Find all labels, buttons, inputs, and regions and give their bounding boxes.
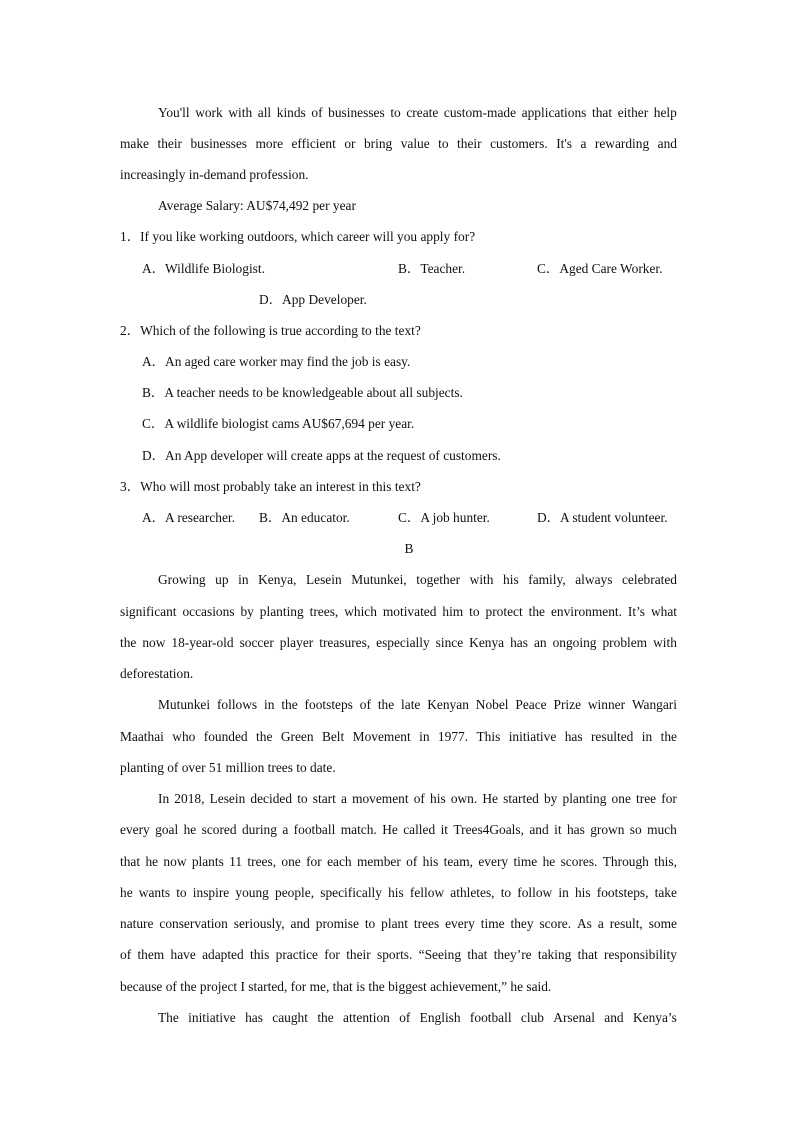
- word: taking: [537, 947, 572, 962]
- word: occasions: [182, 604, 235, 619]
- word: the: [660, 729, 677, 744]
- word: specifically: [320, 885, 382, 900]
- option-d: D．App Developer.: [259, 292, 367, 307]
- word: the: [120, 635, 137, 650]
- word: that: [592, 105, 613, 120]
- option-d: D．An App developer will create apps at the request of customers.: [142, 448, 501, 463]
- word: attention: [343, 1010, 390, 1025]
- word: rewarding: [594, 136, 650, 151]
- word: and: [290, 916, 310, 931]
- word: motivated: [382, 604, 437, 619]
- word: seriously,: [233, 916, 285, 931]
- word: Wangari: [631, 697, 677, 712]
- question-stem: 3．Who will most probably take an interest in this text?: [120, 479, 421, 494]
- paragraph-line: planting of over 51 million trees to date.: [120, 760, 336, 775]
- word: winner: [587, 697, 626, 712]
- word: problem: [602, 635, 648, 650]
- word: create: [406, 105, 439, 120]
- paragraph-line: [158, 104, 677, 122]
- word: match.: [340, 822, 377, 837]
- option-a: A．Wildlife Biologist.: [142, 261, 265, 276]
- word: a: [580, 136, 587, 151]
- option-c: C．A wildlife biologist cams AU$67,694 per year.: [142, 416, 415, 431]
- word: their: [457, 136, 482, 151]
- word: He: [382, 822, 398, 837]
- word: Lesein: [305, 572, 342, 587]
- word: to: [390, 105, 401, 120]
- option-b: B．An educator.: [259, 510, 350, 525]
- word: goal: [155, 822, 179, 837]
- paragraph-line: [120, 946, 677, 964]
- word: for: [306, 854, 322, 869]
- word: either: [617, 105, 649, 120]
- word: a: [282, 822, 289, 837]
- word: It's: [556, 136, 572, 151]
- word: this: [249, 947, 270, 962]
- word: decided: [250, 791, 293, 806]
- word: more: [255, 136, 284, 151]
- word: Trees4Goals,: [453, 822, 524, 837]
- word: and: [604, 1010, 624, 1025]
- word: Kenya,: [258, 572, 297, 587]
- word: of: [120, 947, 132, 962]
- paragraph-line: [158, 571, 677, 589]
- word: they: [510, 916, 534, 931]
- word: start: [312, 791, 336, 806]
- word: Growing: [158, 572, 206, 587]
- question-stem: 2．Which of the following is true according to the text?: [120, 323, 421, 338]
- word: initiative: [188, 1010, 236, 1025]
- paragraph-line: [120, 634, 677, 652]
- word: Kenya: [469, 635, 505, 650]
- paragraph-line: [120, 884, 677, 902]
- word: bring: [363, 136, 393, 151]
- word: his: [430, 791, 446, 806]
- word: Green: [280, 729, 314, 744]
- word: his: [503, 572, 519, 587]
- word: Belt: [321, 729, 345, 744]
- word: scores.: [560, 854, 598, 869]
- word: to: [500, 885, 512, 900]
- word: Mutunkei,: [351, 572, 407, 587]
- word: You'll: [158, 105, 190, 120]
- option-b: B．Teacher.: [398, 261, 466, 276]
- word: every: [445, 916, 475, 931]
- word: help: [653, 105, 677, 120]
- word: people,: [275, 885, 315, 900]
- word: trees: [413, 916, 440, 931]
- word: family,: [528, 572, 566, 587]
- word: take: [654, 885, 677, 900]
- word: or: [344, 136, 356, 151]
- word: Mutunkei: [158, 697, 211, 712]
- word: each: [327, 854, 352, 869]
- word: club: [520, 1010, 544, 1025]
- word: sports.: [377, 947, 413, 962]
- word: has: [245, 1010, 263, 1025]
- word: This: [476, 729, 501, 744]
- word: by: [240, 604, 254, 619]
- word: follow: [517, 885, 553, 900]
- word: and: [657, 136, 677, 151]
- option-c: C．A job hunter.: [398, 510, 490, 525]
- word: every: [120, 822, 150, 837]
- question-stem: 1．If you like working outdoors, which career will you apply for?: [120, 229, 476, 244]
- word: together: [416, 572, 461, 587]
- word: In: [158, 791, 170, 806]
- word: now: [142, 635, 166, 650]
- word: which: [344, 604, 377, 619]
- word: tree: [636, 791, 657, 806]
- word: inspire: [192, 885, 230, 900]
- word: own.: [450, 791, 478, 806]
- word: the: [317, 1010, 334, 1025]
- word: by: [543, 791, 558, 806]
- word: promise: [315, 916, 359, 931]
- word: environment.: [550, 604, 622, 619]
- word: responsibility: [604, 947, 677, 962]
- salary-line: Average Salary: AU$74,492 per year: [158, 198, 356, 213]
- word: to: [176, 885, 187, 900]
- word: As: [577, 916, 592, 931]
- word: Through: [602, 854, 649, 869]
- word: started: [503, 791, 539, 806]
- word: plant: [381, 916, 408, 931]
- word: much: [647, 822, 677, 837]
- paragraph-line: increasingly in-demand profession.: [120, 167, 309, 182]
- word: now: [163, 854, 187, 869]
- word: for: [324, 947, 340, 962]
- word: Nobel: [475, 697, 509, 712]
- word: to: [297, 791, 308, 806]
- word: practice: [275, 947, 318, 962]
- word: his: [422, 854, 439, 869]
- word: young: [235, 885, 269, 900]
- option-b: B．A teacher needs to be knowledgeable about all subjects.: [142, 385, 463, 400]
- word: work: [195, 105, 223, 120]
- word: in: [419, 729, 430, 744]
- word: conservation: [159, 916, 228, 931]
- word: during: [241, 822, 277, 837]
- word: It’s: [627, 604, 646, 619]
- paragraph-line: [158, 790, 677, 808]
- word: this,: [654, 854, 677, 869]
- word: The: [158, 1010, 179, 1025]
- word: every: [478, 854, 509, 869]
- word: celebrated: [621, 572, 677, 587]
- word: businesses: [328, 105, 385, 120]
- word: player: [279, 635, 314, 650]
- word: plants: [191, 854, 224, 869]
- word: treasures,: [319, 635, 371, 650]
- word: Peace: [515, 697, 547, 712]
- word: called: [403, 822, 436, 837]
- word: English: [419, 1010, 461, 1025]
- word: he: [183, 822, 197, 837]
- word: his: [388, 885, 404, 900]
- word: and: [529, 822, 549, 837]
- word: ongoing: [552, 635, 597, 650]
- word: with: [653, 635, 677, 650]
- word: planting: [562, 791, 607, 806]
- word: them: [137, 947, 165, 962]
- word: follows: [216, 697, 258, 712]
- word: that: [120, 854, 141, 869]
- word: his: [574, 885, 591, 900]
- paragraph-line: [120, 135, 677, 153]
- word: football: [293, 822, 336, 837]
- word: a: [340, 791, 347, 806]
- word: adapted: [202, 947, 244, 962]
- word: He: [482, 791, 498, 806]
- paragraph-line: deforestation.: [120, 666, 194, 681]
- word: trees,: [247, 854, 277, 869]
- word: in: [238, 572, 249, 587]
- word: with: [469, 572, 494, 587]
- word: soccer: [239, 635, 274, 650]
- option-d: D．A student volunteer.: [537, 510, 668, 525]
- word: especially: [376, 635, 430, 650]
- word: planting: [259, 604, 304, 619]
- word: time: [480, 916, 505, 931]
- word: custom-made: [443, 105, 517, 120]
- word: he: [120, 885, 133, 900]
- word: in: [641, 729, 653, 744]
- word: team,: [443, 854, 474, 869]
- word: trees,: [309, 604, 339, 619]
- option-a: A．A researcher.: [142, 510, 235, 525]
- word: footsteps,: [596, 885, 649, 900]
- word: so: [629, 822, 642, 837]
- word: protect: [485, 604, 523, 619]
- paragraph-line: [120, 915, 677, 933]
- word: he: [145, 854, 159, 869]
- word: make: [120, 136, 149, 151]
- word: the: [377, 697, 395, 712]
- word: some: [648, 916, 677, 931]
- word: football: [469, 1010, 512, 1025]
- word: time: [513, 854, 538, 869]
- word: one: [281, 854, 301, 869]
- word: movement: [352, 791, 409, 806]
- word: significant: [120, 604, 177, 619]
- word: that: [577, 947, 598, 962]
- word: founded: [203, 729, 248, 744]
- word: has: [566, 822, 585, 837]
- word: caught: [272, 1010, 308, 1025]
- word: the: [281, 697, 298, 712]
- word: Arsenal: [553, 1010, 595, 1025]
- word: nature: [120, 916, 154, 931]
- word: “Seeing: [418, 947, 462, 962]
- word: have: [170, 947, 196, 962]
- word: in: [264, 697, 275, 712]
- word: Kenya’s: [632, 1010, 677, 1025]
- word: has: [564, 729, 583, 744]
- word: scored: [201, 822, 237, 837]
- word: it: [554, 822, 562, 837]
- word: value: [400, 136, 430, 151]
- word: he: [542, 854, 556, 869]
- word: 2018,: [174, 791, 205, 806]
- paragraph-line: because of the project I started, for me, that is the biggest achievement,” he said.: [120, 979, 552, 994]
- word: wants: [138, 885, 171, 900]
- word: with: [228, 105, 253, 120]
- word: an: [533, 635, 547, 650]
- word: efficient: [291, 136, 336, 151]
- word: fellow: [409, 885, 445, 900]
- word: it: [440, 822, 449, 837]
- paragraph-line: [120, 821, 677, 839]
- word: customers.: [490, 136, 548, 151]
- word: their: [346, 947, 371, 962]
- word: has: [510, 635, 528, 650]
- word: their: [157, 136, 183, 151]
- word: the: [256, 729, 273, 744]
- word: footsteps: [304, 697, 353, 712]
- word: resulted: [590, 729, 634, 744]
- paragraph-line: [158, 1009, 677, 1027]
- word: of: [413, 791, 425, 806]
- word: Kenyan: [427, 697, 469, 712]
- word: they’re: [493, 947, 532, 962]
- word: Maathai: [120, 729, 164, 744]
- word: since: [435, 635, 464, 650]
- word: all: [257, 105, 272, 120]
- option-c: C．Aged Care Worker.: [537, 261, 663, 276]
- paragraph-line: [120, 728, 677, 746]
- word: Prize: [553, 697, 582, 712]
- word: applications: [521, 105, 587, 120]
- word: member: [356, 854, 401, 869]
- word: result,: [609, 916, 643, 931]
- word: that: [467, 947, 488, 962]
- word: him: [442, 604, 464, 619]
- paragraph-line: [158, 696, 677, 714]
- word: the: [528, 604, 545, 619]
- word: grown: [590, 822, 625, 837]
- word: of: [399, 1010, 411, 1025]
- word: Movement: [352, 729, 411, 744]
- word: of: [406, 854, 418, 869]
- word: one: [611, 791, 631, 806]
- section-heading: B: [404, 541, 414, 556]
- word: 11: [229, 854, 243, 869]
- word: for: [661, 791, 677, 806]
- word: businesses: [190, 136, 248, 151]
- word: score.: [539, 916, 572, 931]
- word: to: [438, 136, 449, 151]
- word: who: [172, 729, 196, 744]
- option-a: A．An aged care worker may find the job is easy.: [142, 354, 411, 369]
- word: up: [215, 572, 229, 587]
- word: of: [311, 105, 323, 120]
- word: athletes,: [450, 885, 495, 900]
- word: always: [575, 572, 613, 587]
- word: a: [597, 916, 604, 931]
- paragraph-line: [120, 853, 677, 871]
- word: what: [650, 604, 677, 619]
- word: in: [558, 885, 569, 900]
- paragraph-line: [120, 603, 677, 621]
- word: 1977.: [437, 729, 469, 744]
- word: to: [364, 916, 376, 931]
- word: kinds: [276, 105, 306, 120]
- word: initiative: [508, 729, 557, 744]
- word: of: [359, 697, 371, 712]
- word: to: [469, 604, 480, 619]
- word: 18-year-old: [171, 635, 234, 650]
- word: Lesein: [209, 791, 246, 806]
- word: late: [401, 697, 421, 712]
